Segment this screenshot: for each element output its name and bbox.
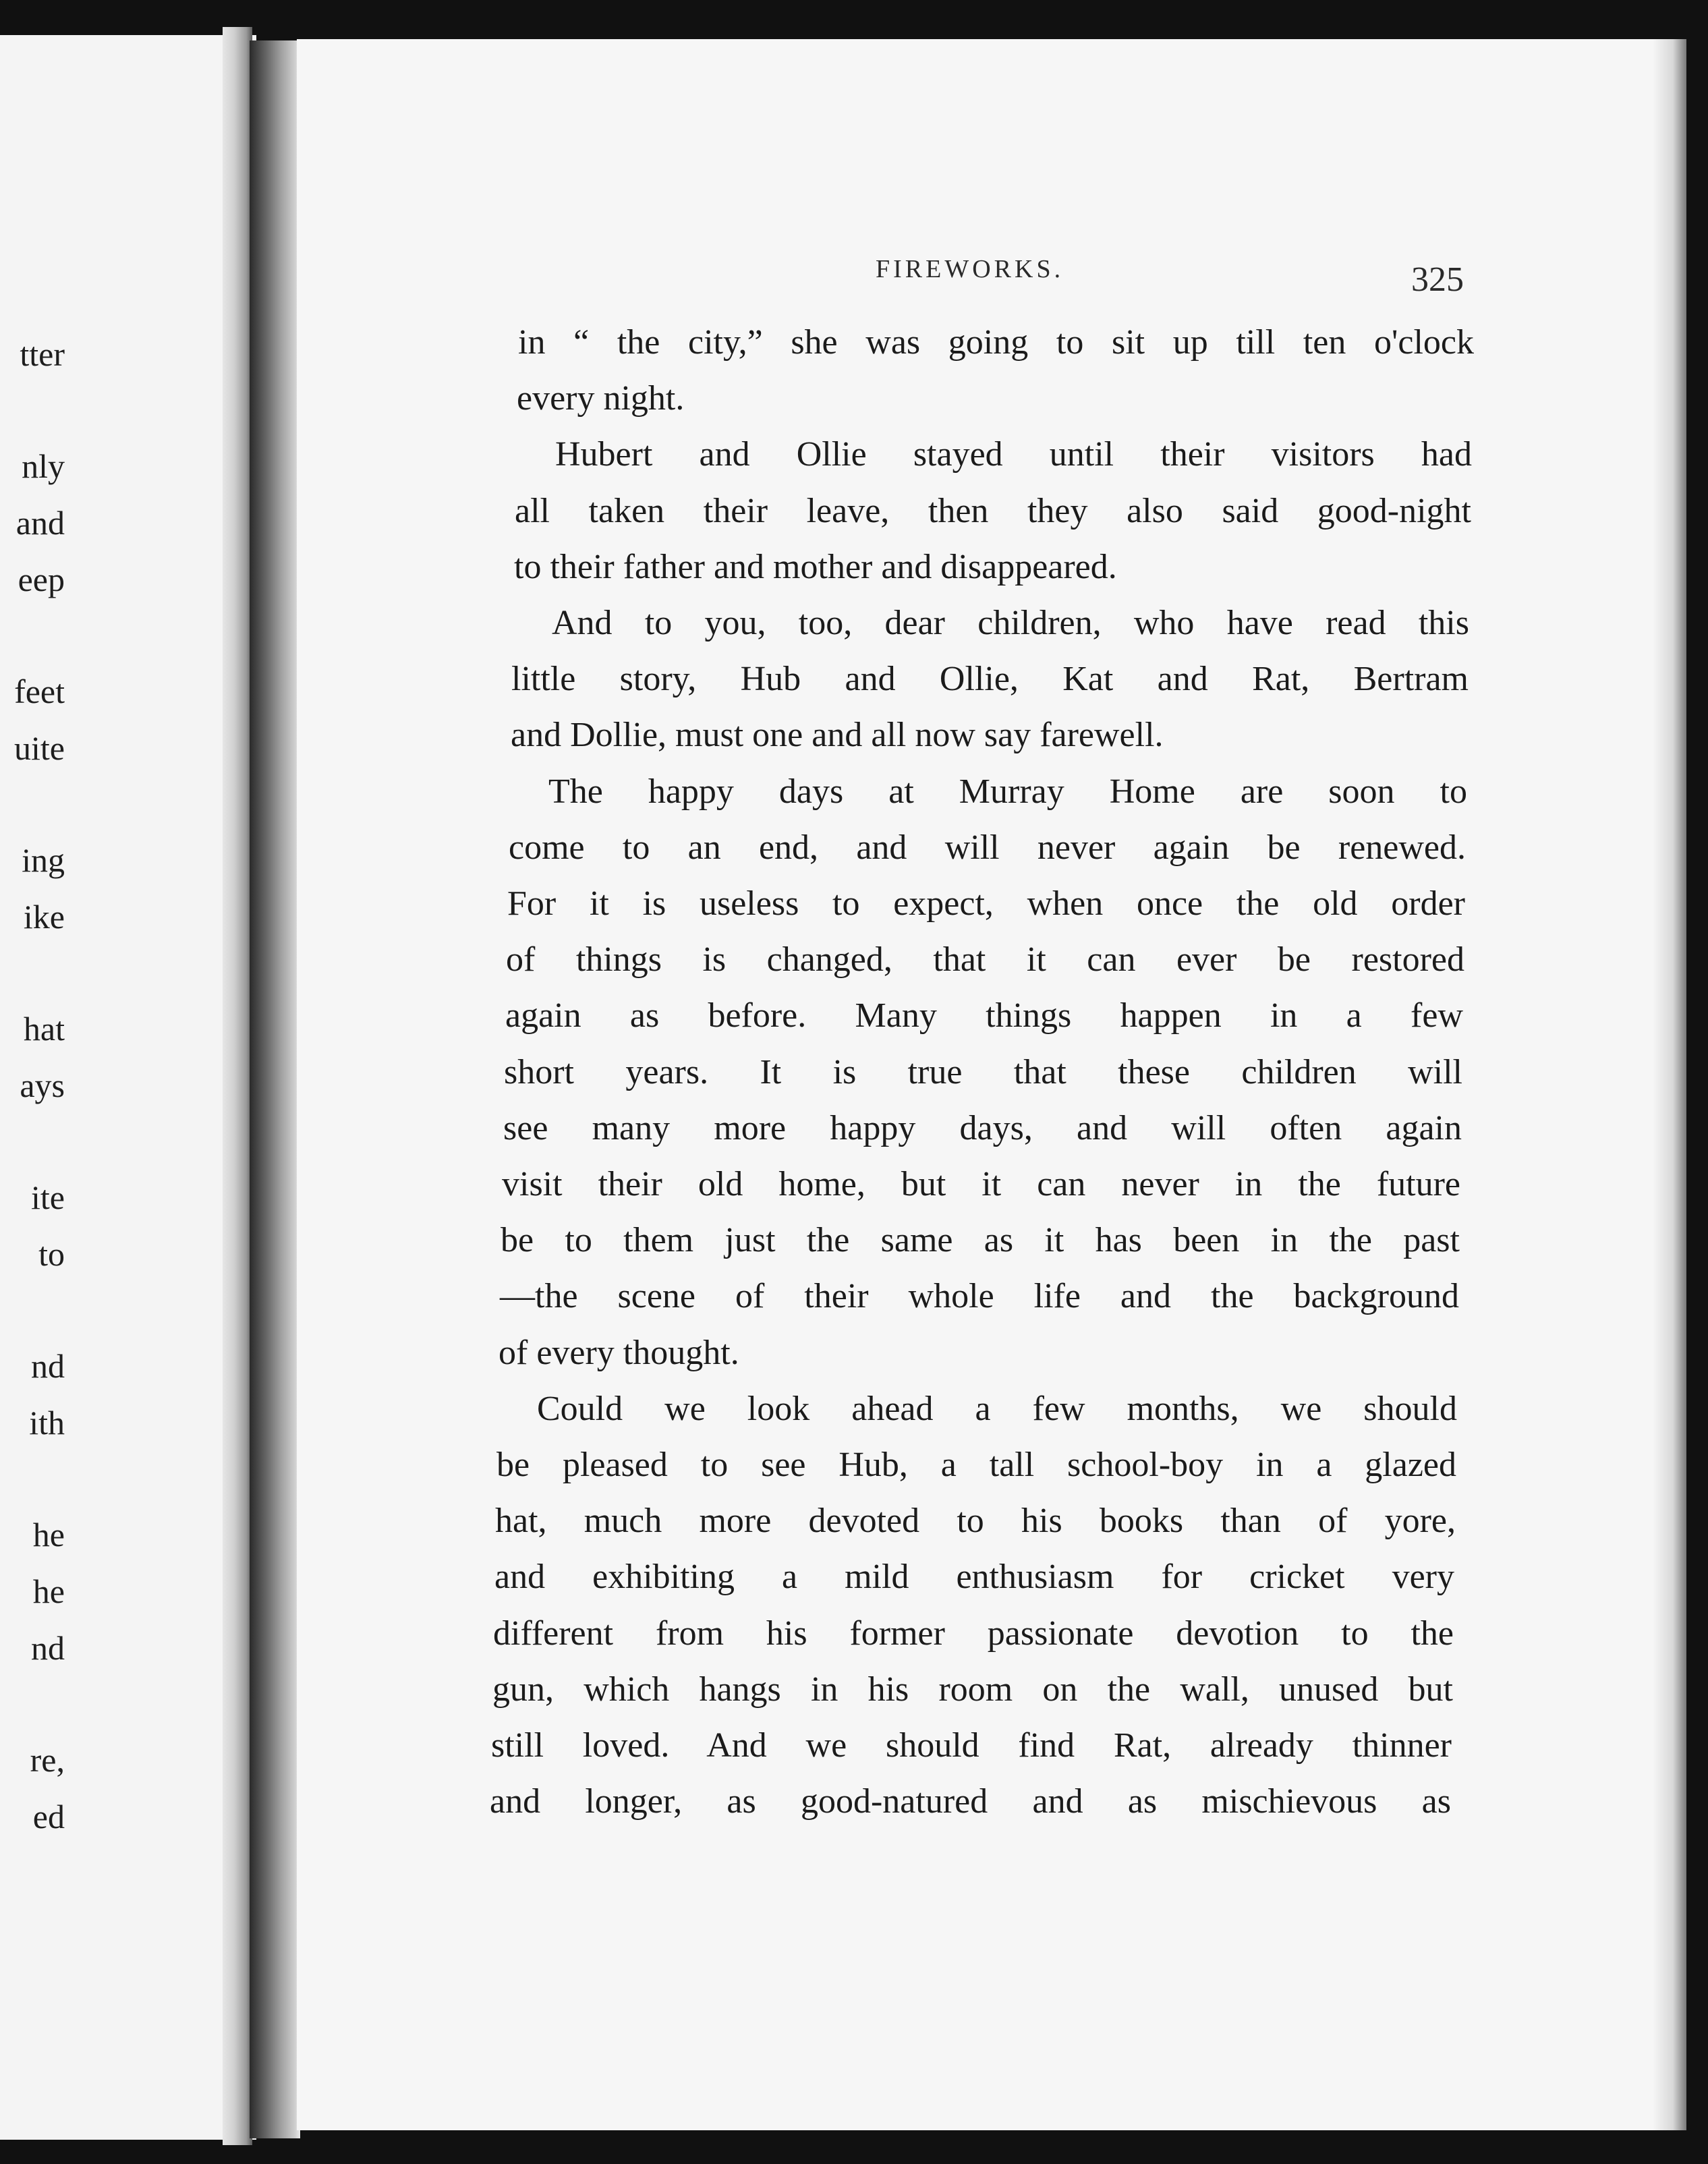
text-line: different from his former passionate devotion to the <box>493 1614 1454 1653</box>
text-line: every night. <box>517 379 685 418</box>
left-page-line-fragment: and <box>16 504 65 542</box>
left-page-line-fragment: ing <box>22 841 65 879</box>
text-line: —the scene of their whole life and the background <box>500 1277 1459 1315</box>
book-binding-gutter <box>250 40 300 2138</box>
left-page-line-fragment: tter <box>20 335 65 373</box>
page-edge-shadow <box>1653 39 1686 2130</box>
text-line: and Dollie, must one and all now say farewell. <box>511 716 1164 754</box>
left-page-line-fragment: ite <box>31 1178 65 1216</box>
text-line: be to them just the same as it has been in the past <box>501 1221 1460 1259</box>
left-page-line-fragment: nd <box>31 1347 65 1385</box>
left-page-line-fragment: hat <box>23 1010 65 1048</box>
running-head: FIREWORKS. <box>876 255 1064 283</box>
text-line: of things is changed, that it can ever be restored <box>506 940 1464 979</box>
left-page-line-fragment: ays <box>20 1066 65 1104</box>
left-page-line-fragment: ith <box>29 1404 65 1442</box>
left-page-line-fragment: to <box>38 1235 65 1273</box>
text-line: see many more happy days, and will often again <box>503 1109 1462 1147</box>
text-line: For it is useless to expect, when once the old order <box>507 884 1465 923</box>
text-line: Could we look ahead a few months, we should <box>537 1390 1457 1428</box>
text-line: be pleased to see Hub, a tall school-boy in a glazed <box>496 1446 1456 1484</box>
left-page-line-fragment: he <box>32 1516 65 1554</box>
left-page-line-fragment: nd <box>31 1629 65 1667</box>
text-line: in “ the city,” she was going to sit up till ten o'clock <box>518 323 1474 362</box>
text-line: still loved. And we should find Rat, already thinner <box>491 1726 1452 1765</box>
left-page-edge <box>223 27 252 2145</box>
text-line: of every thought. <box>499 1334 739 1372</box>
text-line: And to you, too, dear children, who have read this <box>552 604 1469 642</box>
text-line: hat, much more devoted to his books than of yore, <box>495 1502 1456 1540</box>
text-line: visit their old home, but it can never in the future <box>502 1165 1460 1203</box>
text-line: little story, Hub and Ollie, Kat and Rat, Bertram <box>511 660 1469 698</box>
text-line: to their father and mother and disappeared. <box>514 548 1117 586</box>
text-line: again as before. Many things happen in a few <box>505 996 1463 1035</box>
left-page-line-fragment: re, <box>30 1741 65 1779</box>
left-page-line-fragment: ike <box>23 898 65 936</box>
text-line: The happy days at Murray Home are soon to <box>548 772 1467 811</box>
left-page-line-fragment: he <box>32 1572 65 1610</box>
text-line: short years. It is true that these children will <box>504 1053 1462 1091</box>
left-facing-page <box>0 35 256 2140</box>
left-page-line-fragment: uite <box>14 729 65 767</box>
text-line: and exhibiting a mild enthusiasm for cricket very <box>494 1558 1454 1596</box>
page-number: 325 <box>1411 260 1464 299</box>
text-line: come to an end, and will never again be renewed. <box>509 828 1466 867</box>
left-page-line-fragment: eep <box>18 561 65 598</box>
text-line: Hubert and Ollie stayed until their visitors had <box>555 435 1472 474</box>
left-page-line-fragment: ed <box>32 1798 65 1835</box>
left-page-text-fragments <box>0 35 81 2140</box>
text-line: all taken their leave, then they also said good-night <box>515 492 1471 530</box>
text-line: and longer, as good-natured and as mischievous as <box>490 1782 1451 1821</box>
left-page-line-fragment: feet <box>14 673 65 710</box>
text-line: gun, which hangs in his room on the wall, unused but <box>492 1670 1453 1709</box>
left-page-line-fragment: nly <box>22 447 65 485</box>
